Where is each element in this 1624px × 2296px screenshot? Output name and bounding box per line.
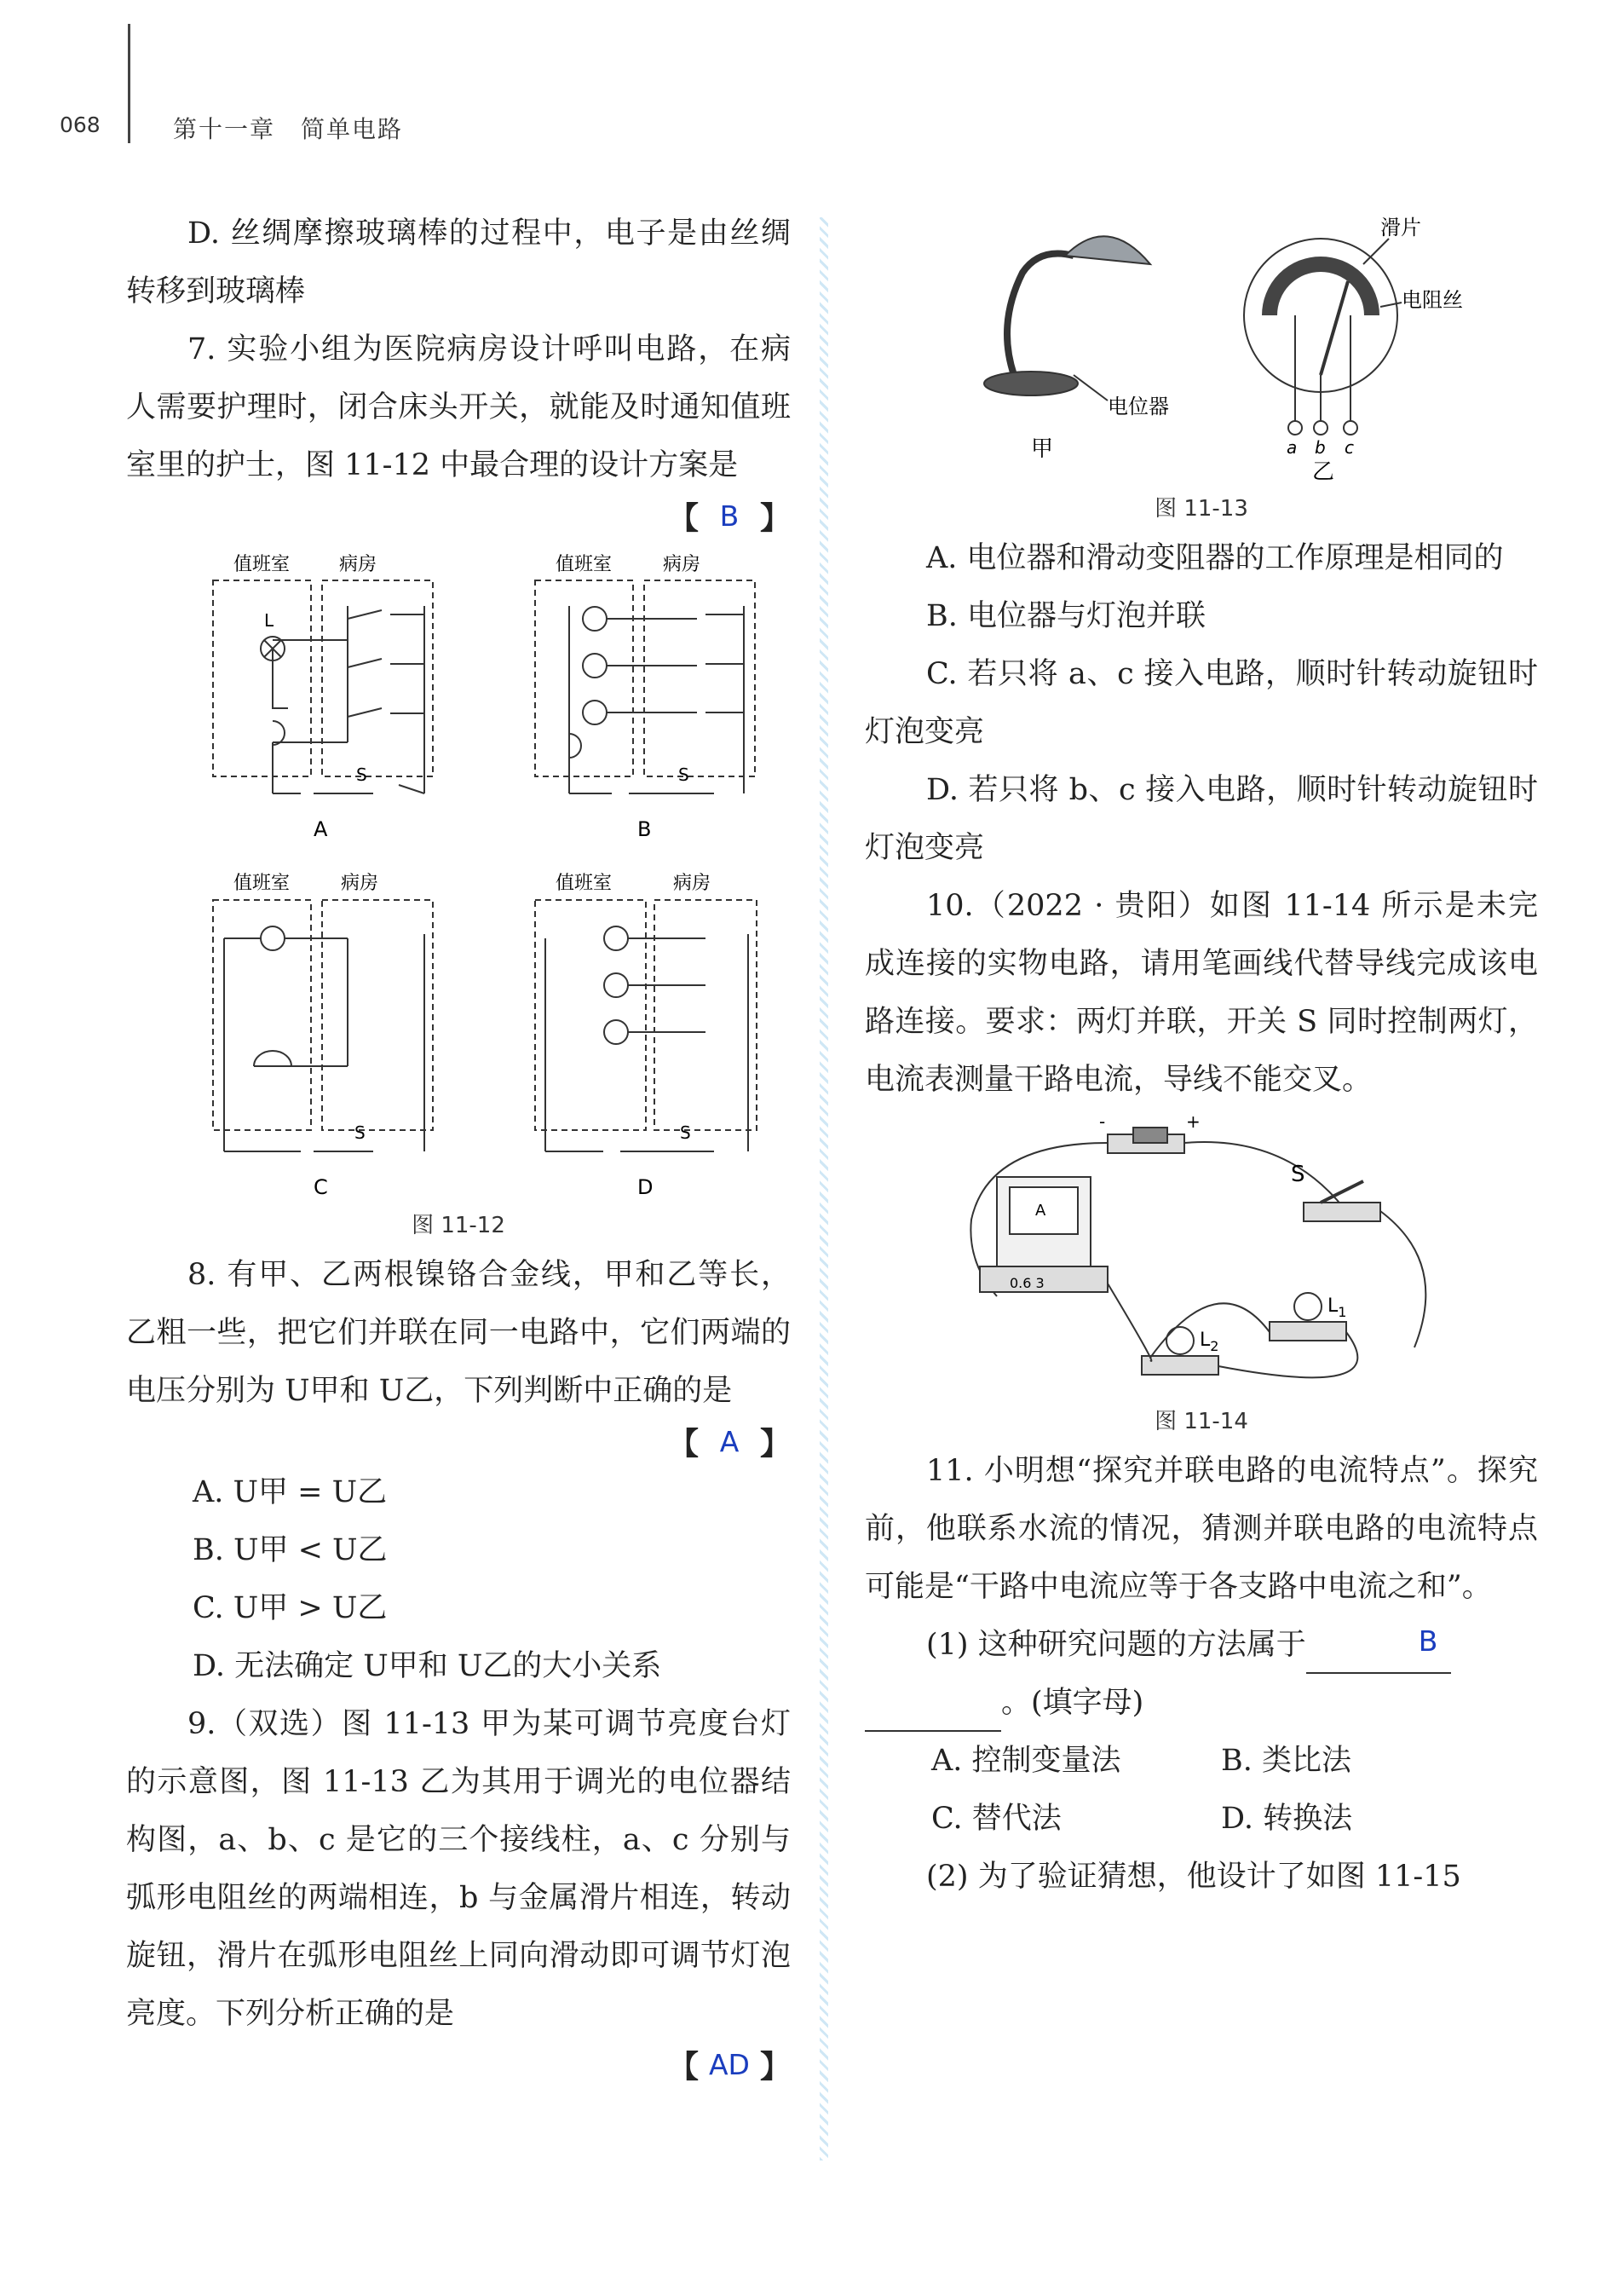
page-number: 068 <box>60 112 101 137</box>
fig12-c-switch-label: S <box>354 1122 366 1143</box>
q11-part2: (2) 为了验证猜想，他设计了如图 11-15 <box>926 1860 1461 1894</box>
q11-choice-a: A. 控制变量法 <box>931 1744 1121 1778</box>
fig13-resistance-wire-label: 电阻丝 <box>1402 288 1463 312</box>
q11-choices-row1 <box>865 1732 1538 1790</box>
fig12-c-duty-room: 值班室 <box>233 873 291 894</box>
q11-part1-blank[interactable] <box>1306 1624 1451 1674</box>
q11-choice-c: C. 替代法 <box>931 1802 1062 1836</box>
q8-text: 8. 有甲、乙两根镍铬合金线，甲和乙等长，乙粗一些，把它们并联在同一电路中，它们两端的电压分别为 U甲和 U乙，下列判断中正确的是 <box>126 1258 791 1408</box>
figure-11-13 <box>937 205 1466 486</box>
fig12-b-ward: 病房 <box>663 554 701 575</box>
fig14-ammeter-symbol: A <box>1035 1202 1046 1220</box>
fig12-label-b: B <box>637 817 652 841</box>
q11-part1-cont <box>865 1674 1538 1732</box>
q9-answer: AD <box>708 2048 750 2081</box>
fig14-lamp-l1: $L_1$ <box>1327 1295 1347 1320</box>
q11-text: 11. 小明想“探究并联电路的电流特点”。探究前，他联系水流的情况，猜测并联电路的电流特点可能是“干路中电流应等于各支路中电流之和”。 <box>865 1454 1538 1604</box>
fig12-label-a: A <box>314 817 328 841</box>
fig12-d-duty-room: 值班室 <box>556 873 613 894</box>
fig13-slider-label: 滑片 <box>1380 216 1421 239</box>
q10-text: 10.（2022 · 贵阳）如图 11-14 所示是未完成连接的实物电路，请用笔画线代替导线完成该电路连接。要求：两灯并联，开关 S 同时控制两灯，电流表测量干路电流，导线不能交叉。 <box>865 889 1538 1097</box>
figure-11-14 <box>963 1109 1440 1399</box>
q9-option-d: D. 若只将 b、c 接入电路，顺时针转动旋钮时灯泡变亮 <box>865 773 1538 865</box>
figure-11-12-caption: 图 11-12 <box>412 1213 505 1238</box>
q9-option-a: A. 电位器和滑动变阻器的工作原理是相同的 <box>926 541 1504 575</box>
q11-choices-row2 <box>865 1790 1538 1848</box>
q11-part1-suffix: 。(填字母) <box>1001 1686 1144 1720</box>
fig13-terminal-a: a <box>1287 437 1298 458</box>
fig12-a-ward: 病房 <box>339 554 377 575</box>
fig12-c-ward: 病房 <box>341 873 379 894</box>
fig13-terminal-c: c <box>1345 437 1354 458</box>
fig12-label-c: C <box>314 1175 328 1199</box>
q11-part1-answer: B <box>1418 1624 1438 1658</box>
figure-11-13-caption: 图 11-13 <box>1155 496 1248 522</box>
q8-option-b: B. U甲 < U乙 <box>193 1533 388 1567</box>
q8-option-c: C. U甲 > U乙 <box>193 1591 388 1625</box>
fig12-b-switch-label: S <box>678 764 689 785</box>
q8-answer-row: 【 A 】 <box>667 1425 791 1462</box>
q8-option-a: A. U甲 = U乙 <box>193 1475 388 1509</box>
q9-answer-row: 【 AD 】 <box>667 2048 791 2085</box>
fig12-a-switch-label: S <box>356 764 367 785</box>
q11-choice-b: B. 类比法 <box>1221 1744 1351 1778</box>
fig13-terminal-b: b <box>1315 437 1326 458</box>
fig13-jia: 甲 <box>1031 436 1054 462</box>
left-column <box>126 205 791 2086</box>
column-divider <box>820 217 828 2160</box>
q9-option-b: B. 电位器与灯泡并联 <box>926 599 1206 633</box>
fig14-lamp-l2: $L_2$ <box>1200 1330 1219 1354</box>
fig14-battery-minus: - <box>1099 1111 1106 1132</box>
q8-answer: A <box>719 1425 740 1458</box>
fig14-ammeter-scale: 0.6 3 <box>1010 1275 1045 1291</box>
fig14-switch-s: S <box>1291 1162 1305 1187</box>
header-rule <box>128 24 130 143</box>
fig13-yi: 乙 <box>1312 459 1335 485</box>
figure-11-14-caption: 图 11-14 <box>1155 1409 1248 1434</box>
fig14-battery-plus: + <box>1186 1111 1201 1132</box>
fig12-a-duty-room: 值班室 <box>233 554 291 575</box>
q7-text: 7. 实验小组为医院病房设计呼叫电路，在病人需要护理时，闭合床头开关，就能及时通知值班室里的护士，图 11-12 中最合理的设计方案是 <box>126 332 791 482</box>
fig12-b-duty-room: 值班室 <box>556 554 613 575</box>
fig12-label-d: D <box>637 1175 654 1199</box>
q7-answer-row: 【 B 】 <box>667 499 791 536</box>
figure-11-12 <box>152 538 765 1203</box>
q11-choice-d: D. 转换法 <box>1221 1802 1353 1836</box>
q11-part1 <box>865 1616 1538 1674</box>
q8-option-d: D. 无法确定 U甲和 U乙的大小关系 <box>193 1649 662 1683</box>
q9-option-c: C. 若只将 a、c 接入电路，顺时针转动旋钮时灯泡变亮 <box>865 657 1538 749</box>
fig12-a-lamp-label: L <box>264 610 274 631</box>
right-column <box>865 205 1538 1906</box>
q9-text: 9.（双选）图 11-13 甲为某可调节亮度台灯的示意图，图 11-13 乙为其用于调光的电位器结构图，a、b、c 是它的三个接线柱，a、c 分别与弧形电阻丝的两端相连，b 与金属滑片相连，转动旋钮，滑片在弧形电阻丝上同向滑动即可调节灯泡亮度。下列分析正确的是 <box>126 1707 791 2031</box>
fig13-potentiometer-label: 电位器 <box>1108 395 1169 418</box>
fig12-d-ward: 病房 <box>673 873 711 894</box>
chapter-title: 第十一章 简单电路 <box>173 115 404 143</box>
fig12-d-switch-label: S <box>680 1122 691 1143</box>
q11-part1-prefix: (1) 这种研究问题的方法属于 <box>926 1628 1306 1662</box>
q6-option-d: D. 丝绸摩擦玻璃棒的过程中，电子是由丝绸转移到玻璃棒 <box>126 216 791 309</box>
q7-answer: B <box>719 499 740 533</box>
q11-part1-blank-cont[interactable] <box>865 1699 1001 1732</box>
